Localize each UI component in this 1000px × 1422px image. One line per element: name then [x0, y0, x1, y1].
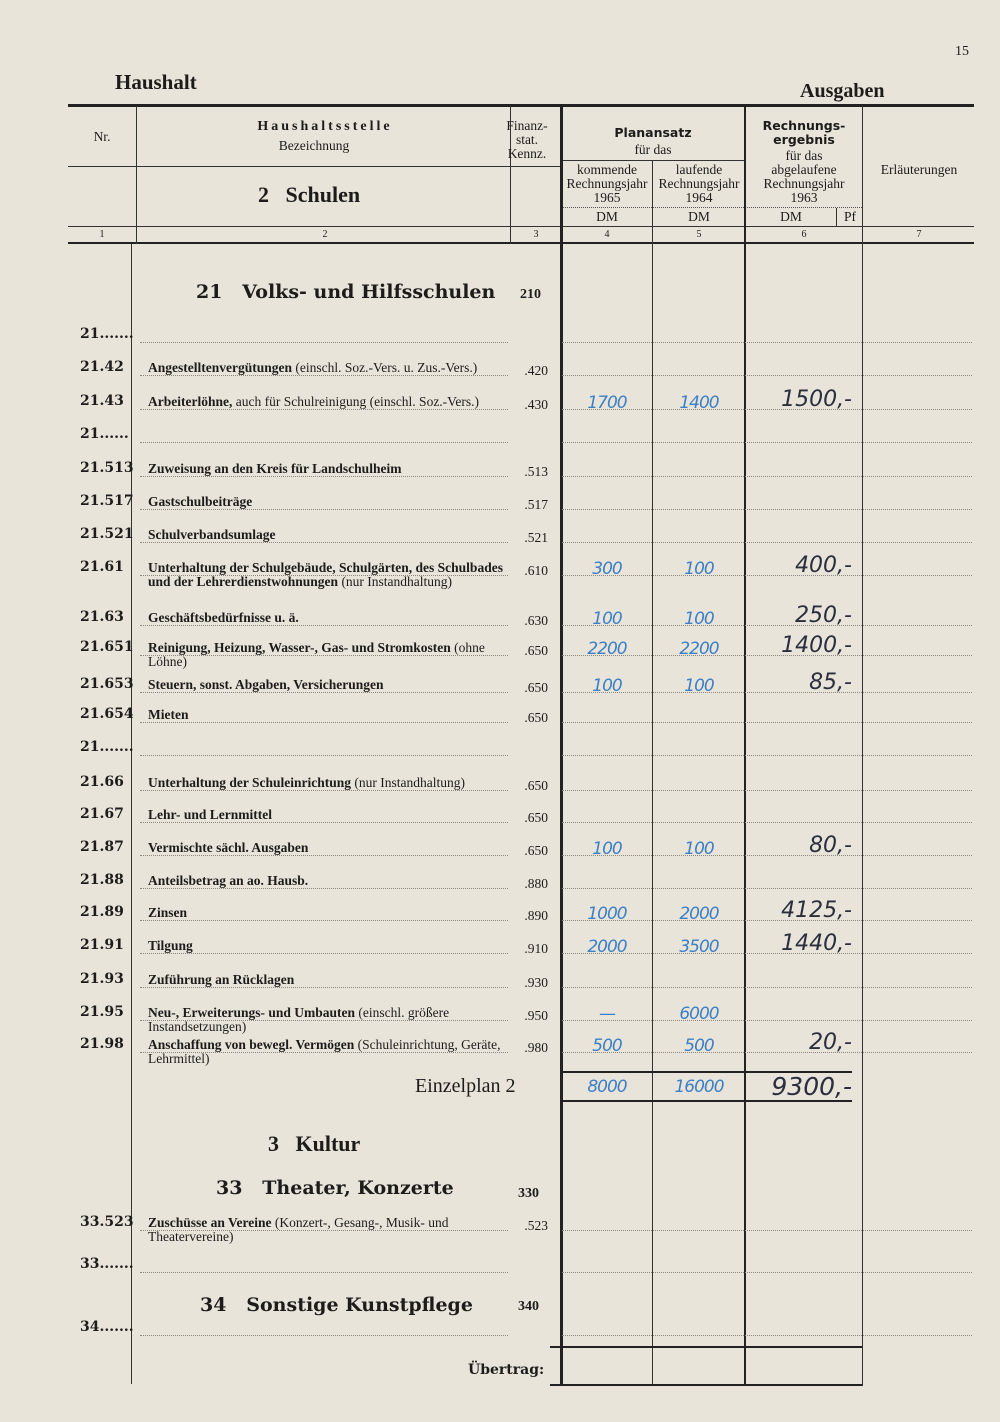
row-description-bold: Zuführung an Rücklagen	[148, 972, 295, 987]
row-guide-line	[562, 722, 972, 723]
row-number: 21.91	[80, 937, 124, 953]
row-guide-line	[140, 509, 508, 510]
subsection-21-code: 210	[520, 287, 541, 302]
row-number: 21.651	[80, 639, 134, 655]
row-guide-line	[140, 722, 508, 723]
row-finanz-code: .517	[524, 497, 548, 512]
row-planansatz-kommende: —	[599, 1004, 615, 1024]
row-description-bold: Mieten	[148, 707, 189, 722]
col-kommende-l1: kommende	[577, 162, 637, 177]
row-guide-line	[140, 442, 508, 443]
subsection-33-title: 33 Theater, Konzerte	[216, 1177, 454, 1199]
row-finanz-code: .950	[524, 1008, 548, 1023]
table-top-rule	[68, 104, 974, 107]
row-description-bold: Lehr- und Lernmittel	[148, 807, 272, 822]
col-divider-1-body	[131, 244, 132, 1384]
row-guide-line	[562, 1230, 972, 1231]
row-guide-line	[562, 476, 972, 477]
uebertrag-label: Übertrag:	[468, 1362, 545, 1378]
col-number-7: 7	[916, 229, 922, 240]
row-finanz-code: .630	[524, 613, 548, 628]
page-title-right: Ausgaben	[800, 80, 885, 102]
row-description-bold: Neu-, Erweiterungs- und Umbauten	[148, 1005, 356, 1020]
row-description-note: (einschl. größere Instandsetzungen)	[148, 1005, 450, 1034]
col-divider-5	[744, 106, 746, 1386]
row-rechnungsergebnis: 20,-	[809, 1030, 852, 1055]
row-guide-line	[562, 442, 972, 443]
row-rechnungsergebnis: 85,-	[809, 670, 852, 695]
row-rechnungsergebnis: 1400,-	[781, 633, 852, 658]
row-guide-line	[140, 1335, 508, 1336]
col-laufende-l1: laufende	[675, 162, 723, 177]
row-description	[148, 841, 508, 855]
section-title-kultur: 3 Kultur	[268, 1131, 361, 1156]
row-number: 34.......	[80, 1319, 134, 1335]
col-finanz-line3: Kennz.	[507, 146, 547, 161]
page-title-left: Haushalt	[115, 70, 197, 94]
row-description-bold: Geschäftsbedürfnisse u. ä.	[148, 610, 299, 625]
row-number: 33.523	[80, 1214, 134, 1230]
row-description-bold: Vermischte sächl. Ausgaben	[148, 840, 309, 855]
row-number: 33.......	[80, 1256, 134, 1272]
row-description-note: (nur Instandhaltung)	[338, 574, 453, 589]
row-description-note: (Schuleinrichtung, Geräte, Lehrmittel)	[148, 1037, 501, 1066]
row-description	[148, 776, 508, 790]
col-number-2: 2	[322, 229, 328, 240]
row-guide-line	[562, 1272, 972, 1273]
col-number-4: 4	[604, 229, 610, 240]
row-number: 21.......	[80, 326, 134, 342]
row-description	[148, 611, 508, 625]
row-guide-line	[562, 375, 972, 376]
row-finanz-code: .650	[524, 680, 548, 695]
row-guide-line	[140, 755, 508, 756]
row-description-bold: Arbeiterlöhne,	[148, 394, 233, 409]
row-description-note: (einschl. Soz.-Vers. u. Zus.-Vers.)	[292, 360, 478, 375]
row-description	[148, 495, 508, 509]
col-number-1: 1	[99, 229, 105, 240]
row-finanz-code: .523	[524, 1218, 548, 1233]
row-finanz-code: .980	[524, 1040, 548, 1055]
row-planansatz-laufende: 3500	[679, 937, 719, 957]
row-guide-line	[140, 953, 508, 954]
row-description	[148, 1038, 508, 1066]
row-planansatz-laufende: 100	[684, 676, 714, 696]
row-finanz-code: .521	[524, 530, 548, 545]
row-number: 21.654	[80, 706, 134, 722]
subsection-34-code: 340	[518, 1299, 539, 1314]
row-planansatz-laufende: 100	[684, 559, 714, 579]
row-guide-line	[140, 822, 508, 823]
row-number: 21.653	[80, 676, 134, 692]
col-nr-header: Nr.	[93, 129, 111, 144]
row-description	[148, 361, 508, 375]
row-finanz-code: .430	[524, 397, 548, 412]
subsection-33-code: 330	[518, 1186, 539, 1201]
header-bottom-rule	[68, 242, 974, 244]
row-guide-line	[562, 509, 972, 510]
row-rechnungsergebnis: 250,-	[795, 603, 852, 628]
row-description-bold: Reinigung, Heizung, Wasser-, Gas- und Stromkosten	[148, 640, 451, 655]
row-description	[148, 906, 508, 920]
row-guide-line	[140, 920, 508, 921]
subsection-21-title: 21 Volks- und Hilfsschulen	[196, 281, 496, 303]
row-guide-line	[562, 822, 972, 823]
row-planansatz-kommende: 2000	[587, 937, 627, 957]
col-rechnung-l2: ergebnis	[773, 132, 835, 147]
row-guide-line	[140, 409, 508, 410]
col-laufende-l2: Rechnungsjahr	[658, 176, 740, 191]
row-rechnungsergebnis: 4125,-	[781, 898, 852, 923]
row-description	[148, 708, 508, 722]
row-planansatz-kommende: 1700	[587, 393, 627, 413]
row-finanz-code: .610	[524, 563, 548, 578]
col-laufende-l4: DM	[688, 209, 710, 224]
row-finanz-code: .650	[524, 843, 548, 858]
subsection-34-title: 34 Sonstige Kunstpflege	[200, 1294, 473, 1316]
col-number-3: 3	[533, 229, 539, 240]
row-rechnungsergebnis: 80,-	[809, 833, 852, 858]
row-guide-line	[140, 375, 508, 376]
row-guide-line	[140, 342, 508, 343]
row-number: 21.43	[80, 393, 124, 409]
row-rechnungsergebnis: 400,-	[795, 553, 852, 578]
col-rechnung-dm: DM	[780, 209, 802, 224]
row-planansatz-laufende: 2000	[679, 904, 719, 924]
row-finanz-code: .420	[524, 363, 548, 378]
row-number: 21.98	[80, 1036, 124, 1052]
row-guide-line	[562, 755, 972, 756]
row-description	[148, 561, 508, 589]
row-guide-line	[140, 855, 508, 856]
col-kommende-l4: DM	[596, 209, 618, 224]
col-laufende-l3: 1964	[685, 190, 713, 205]
row-number: 21.42	[80, 359, 124, 375]
row-description-bold: Zuschüsse an Vereine	[148, 1215, 272, 1230]
row-number: 21.95	[80, 1004, 124, 1020]
row-description-bold: Zinsen	[148, 905, 188, 920]
row-finanz-code: .650	[524, 643, 548, 658]
row-description	[148, 395, 508, 409]
row-description	[148, 808, 508, 822]
row-guide-line	[562, 888, 972, 889]
row-number: 21.67	[80, 806, 124, 822]
row-finanz-code: .890	[524, 908, 548, 923]
row-number: 21.63	[80, 609, 124, 625]
row-guide-line	[140, 987, 508, 988]
col-number-5: 5	[696, 229, 702, 240]
col-divider-4	[652, 160, 653, 1386]
col-erlaeuterungen-header: Erläuterungen	[880, 162, 958, 177]
einzelplan-laufende: 16000	[674, 1077, 724, 1097]
row-guide-line	[140, 888, 508, 889]
row-description-note: (nur Instandhaltung)	[351, 775, 466, 790]
row-guide-line	[140, 625, 508, 626]
row-planansatz-laufende: 1400	[679, 393, 719, 413]
row-finanz-code: .910	[524, 941, 548, 956]
row-planansatz-kommende: 300	[592, 559, 622, 579]
row-description-note: auch für Schulreinigung (einschl. Soz.-Vers.)	[232, 394, 480, 409]
row-number: 21.521	[80, 526, 134, 542]
col-planansatz-header: Planansatz	[614, 125, 692, 140]
row-guide-line	[140, 542, 508, 543]
section-title-schulen: 2 Schulen	[258, 182, 361, 207]
row-number: 21.61	[80, 559, 124, 575]
uebertrag-rule-top	[550, 1346, 862, 1348]
col-haushaltsstelle-header: Haushaltsstelle	[257, 119, 393, 134]
einzelplan-kommende: 8000	[587, 1077, 627, 1097]
row-description	[148, 1216, 508, 1244]
row-description	[148, 678, 508, 692]
row-number: 21......	[80, 426, 129, 442]
row-description-bold: Unterhaltung der Schuleinrichtung	[148, 775, 352, 790]
col-rechnung-pf: Pf	[843, 209, 856, 224]
row-description	[148, 641, 508, 669]
row-planansatz-kommende: 2200	[587, 639, 627, 659]
row-description	[148, 874, 508, 888]
row-finanz-code: .513	[524, 464, 548, 479]
row-description	[148, 462, 508, 476]
col-finanz-line1: Finanz-	[506, 118, 548, 133]
col-kommende-l3: 1965	[593, 190, 621, 205]
col-rechnung-l5: Rechnungsjahr	[763, 176, 845, 191]
row-description-bold: Angestelltenvergütungen	[148, 360, 292, 375]
einzelplan-label: Einzelplan 2	[415, 1075, 516, 1097]
uebertrag-rule-bottom	[550, 1384, 862, 1386]
row-planansatz-laufende: 100	[684, 839, 714, 859]
row-planansatz-kommende: 1000	[587, 904, 627, 924]
row-guide-line	[562, 1335, 972, 1336]
col-fuer-das: für das	[634, 142, 672, 157]
row-planansatz-kommende: 500	[592, 1036, 622, 1056]
row-rechnungsergebnis: 1440,-	[781, 931, 852, 956]
row-number: 21.88	[80, 872, 124, 888]
row-guide-line	[140, 692, 508, 693]
row-guide-line	[562, 542, 972, 543]
row-planansatz-kommende: 100	[592, 676, 622, 696]
row-number: 21.66	[80, 774, 124, 790]
row-description-bold: Schulverbandsumlage	[148, 527, 276, 542]
row-guide-line	[562, 342, 972, 343]
row-description-note: (Konzert-, Gesang-, Musik- und Theatervereine)	[148, 1215, 449, 1244]
einzelplan-ergebnis: 9300,-	[771, 1072, 852, 1101]
col-finanz-line2: stat.	[515, 132, 539, 147]
col-number-6: 6	[801, 229, 807, 240]
row-planansatz-kommende: 100	[592, 609, 622, 629]
row-finanz-code: .930	[524, 975, 548, 990]
pf-divider	[836, 208, 837, 226]
row-guide-line	[562, 987, 972, 988]
row-description	[148, 939, 508, 953]
row-guide-line	[140, 476, 508, 477]
row-number: 21.87	[80, 839, 124, 855]
header-inner-rule	[68, 166, 560, 167]
col-divider-6	[862, 106, 863, 1386]
row-planansatz-laufende: 2200	[679, 639, 719, 659]
row-finanz-code: .650	[524, 810, 548, 825]
row-planansatz-laufende: 6000	[679, 1004, 719, 1024]
row-number: 21.93	[80, 971, 124, 987]
header-divider	[68, 226, 974, 227]
row-number: 21.517	[80, 493, 134, 509]
row-description-bold: Steuern, sonst. Abgaben, Versicherungen	[148, 677, 384, 692]
row-planansatz-kommende: 100	[592, 839, 622, 859]
col-rechnung-l3: für das	[785, 148, 823, 163]
col-kommende-l2: Rechnungsjahr	[566, 176, 648, 191]
row-description	[148, 1006, 508, 1034]
row-guide-line	[562, 790, 972, 791]
row-finanz-code: .880	[524, 876, 548, 891]
col-divider-1	[136, 106, 137, 244]
row-description-note: (ohne Löhne)	[148, 640, 485, 669]
row-guide-line	[140, 790, 508, 791]
col-rechnung-l1: Rechnungs-	[762, 118, 846, 133]
dm-rule	[560, 207, 862, 208]
row-number: 21.......	[80, 739, 134, 755]
row-description-bold: Gastschulbeiträge	[148, 494, 253, 509]
row-planansatz-laufende: 100	[684, 609, 714, 629]
page-number: 15	[955, 44, 969, 59]
row-finanz-code: .650	[524, 710, 548, 725]
row-planansatz-laufende: 500	[684, 1036, 714, 1056]
col-bezeichnung-header: Bezeichnung	[278, 138, 350, 153]
row-description-bold: Unterhaltung der Schulgebäude, Schulgärten, des Schulbades und der Lehrerdienstwohnungen	[148, 560, 503, 589]
col-rechnung-l4: abgelaufene	[771, 162, 837, 177]
row-rechnungsergebnis: 1500,-	[781, 387, 852, 412]
row-description-bold: Zuweisung an den Kreis für Landschulheim	[148, 461, 402, 476]
col-rechnung-l6: 1963	[790, 190, 818, 205]
col-divider-3	[560, 106, 563, 1386]
row-description-bold: Anteilsbetrag an ao. Hausb.	[148, 873, 309, 888]
row-description	[148, 528, 508, 542]
row-number: 21.513	[80, 460, 134, 476]
row-description	[148, 973, 508, 987]
row-finanz-code: .650	[524, 778, 548, 793]
row-number: 21.89	[80, 904, 124, 920]
row-description-bold: Anschaffung von bewegl. Vermögen	[148, 1037, 355, 1052]
row-description-bold: Tilgung	[148, 938, 193, 953]
row-guide-line	[140, 1272, 508, 1273]
